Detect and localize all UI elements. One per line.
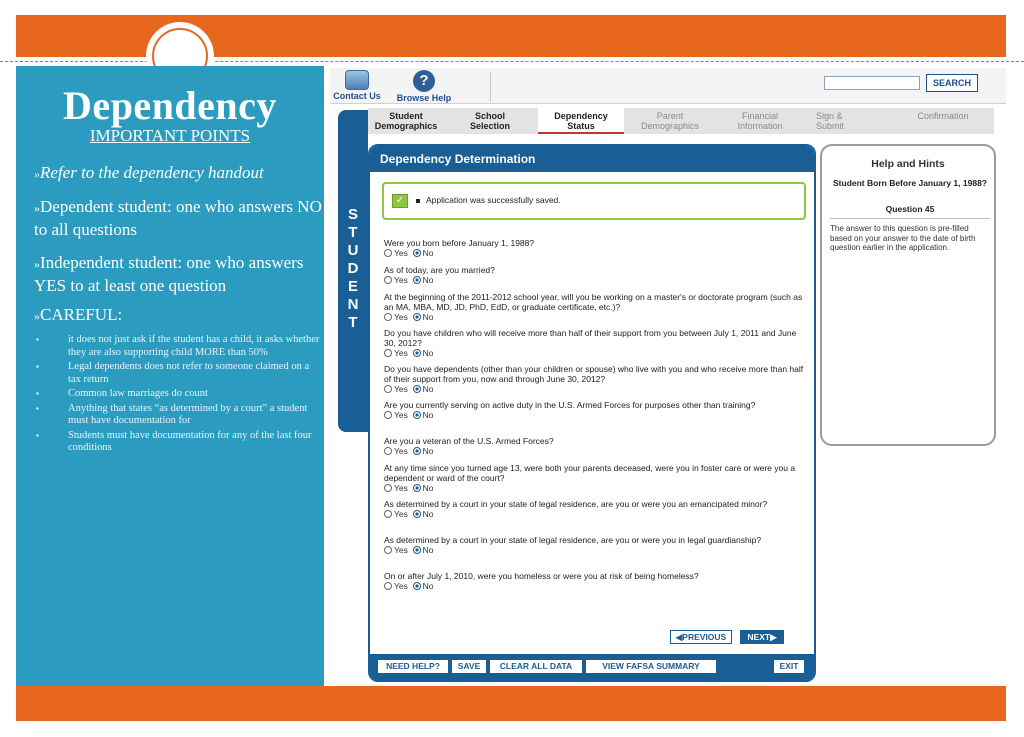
question-text: Are you a veteran of the U.S. Armed Forces? bbox=[384, 436, 554, 446]
tab-line: Status bbox=[567, 121, 595, 131]
question-legal-guardianship bbox=[384, 535, 804, 555]
question-dependents bbox=[384, 364, 804, 394]
question-text: Do you have dependents (other than your children or spouse) who live with you and who receive more than half of their support from you, now and through June 30, 2012? bbox=[384, 364, 804, 384]
bullet-mark: » bbox=[34, 167, 40, 181]
careful-list bbox=[36, 334, 322, 457]
no-radio[interactable] bbox=[413, 546, 421, 554]
bullet-text: Refer to the dependency handout bbox=[40, 163, 264, 182]
toolbar-divider bbox=[490, 72, 491, 102]
answer-row bbox=[384, 348, 804, 358]
question-text: As determined by a court in your state of legal residence, are you or were you an emancipated minor? bbox=[384, 499, 768, 509]
question-graduate-program bbox=[384, 292, 804, 322]
yes-radio[interactable] bbox=[384, 510, 392, 518]
help-title: Help and Hints bbox=[871, 158, 945, 170]
no-label: No bbox=[422, 248, 434, 258]
next-label: NEXT bbox=[747, 632, 771, 642]
no-label: No bbox=[422, 410, 434, 420]
question-text: As determined by a court in your state of legal residence, are you or were you in legal guardianship? bbox=[384, 535, 762, 545]
question-text: Are you currently serving on active duty in the U.S. Armed Forces for purposes other than training? bbox=[384, 400, 756, 410]
tab-financial-information[interactable] bbox=[720, 108, 800, 134]
no-radio[interactable] bbox=[413, 276, 421, 284]
answer-row bbox=[384, 312, 804, 322]
yes-label: Yes bbox=[394, 248, 408, 258]
yes-radio[interactable] bbox=[384, 349, 392, 357]
need-help-button[interactable]: NEED HELP? bbox=[378, 660, 448, 673]
yes-label: Yes bbox=[394, 509, 408, 519]
help-question-number: Question 45 bbox=[885, 204, 935, 214]
answer-row bbox=[384, 410, 804, 420]
no-label: No bbox=[422, 509, 434, 519]
careful-item: ▪ Anything that states “as determined by a court” a student must have documentation for bbox=[36, 403, 322, 428]
no-radio[interactable] bbox=[413, 411, 421, 419]
search-input[interactable] bbox=[824, 76, 920, 90]
no-radio[interactable] bbox=[413, 313, 421, 321]
yes-radio[interactable] bbox=[384, 546, 392, 554]
notes-panel bbox=[16, 66, 324, 686]
no-radio[interactable] bbox=[413, 385, 421, 393]
side-letter: D bbox=[347, 260, 359, 277]
student-side-tab bbox=[338, 110, 368, 432]
answer-row bbox=[384, 248, 804, 258]
tab-parent-demographics[interactable] bbox=[630, 108, 710, 134]
bullet-text: CAREFUL: bbox=[40, 305, 123, 324]
yes-label: Yes bbox=[394, 348, 408, 358]
side-letter: U bbox=[347, 242, 359, 259]
tab-dependency-status[interactable] bbox=[538, 108, 624, 134]
tab-line: Selection bbox=[469, 121, 510, 131]
question-emancipated-minor bbox=[384, 499, 804, 519]
no-label: No bbox=[422, 483, 434, 493]
yes-label: Yes bbox=[394, 446, 408, 456]
yes-label: Yes bbox=[394, 275, 408, 285]
side-letter: S bbox=[347, 206, 358, 223]
progress-tabs bbox=[368, 108, 994, 134]
bullet-text: Dependent student: one who answers NO to all questions bbox=[34, 197, 322, 239]
saved-notice bbox=[382, 182, 806, 220]
yes-radio[interactable] bbox=[384, 385, 392, 393]
question-text: On or after July 1, 2010, were you homeless or were you at risk of being homeless? bbox=[384, 571, 699, 581]
answer-row bbox=[384, 275, 804, 285]
tab-school-selection[interactable] bbox=[452, 108, 528, 134]
question-text: At any time since you turned age 13, were both your parents deceased, were you in foster care or were you a dependent or ward of the court? bbox=[384, 463, 796, 483]
checkmark-icon: ✓ bbox=[392, 194, 408, 208]
question-active-duty bbox=[384, 400, 804, 420]
search-button[interactable]: SEARCH bbox=[926, 74, 978, 92]
bullet-mark: » bbox=[34, 257, 40, 271]
no-label: No bbox=[422, 384, 434, 394]
question-homeless bbox=[384, 571, 804, 591]
exit-button[interactable]: EXIT bbox=[774, 660, 804, 673]
yes-radio[interactable] bbox=[384, 582, 392, 590]
tab-line: Information bbox=[737, 121, 783, 131]
form-footer bbox=[370, 654, 814, 680]
bullet-careful bbox=[34, 304, 324, 327]
bullet-mark: » bbox=[34, 309, 40, 323]
yes-label: Yes bbox=[394, 483, 408, 493]
save-button[interactable]: SAVE bbox=[452, 660, 486, 673]
careful-item: ▪ Legal dependents does not refer to someone claimed on a tax return bbox=[36, 361, 322, 386]
fafsa-screenshot bbox=[330, 68, 1006, 686]
next-button[interactable]: NEXT▶ bbox=[740, 630, 784, 644]
tab-line: Sign & bbox=[816, 111, 843, 121]
yes-label: Yes bbox=[394, 312, 408, 322]
tab-student-demographics[interactable] bbox=[368, 108, 444, 134]
help-question-icon: ? bbox=[413, 70, 435, 92]
careful-item: ▪ Common law marriages do count bbox=[36, 388, 322, 401]
no-label: No bbox=[422, 545, 434, 555]
contact-us-button[interactable] bbox=[332, 70, 382, 101]
help-body: The answer to this question is pre-filled based on your answer to the date of birth question earlier in the application. bbox=[830, 224, 976, 252]
no-radio[interactable] bbox=[413, 582, 421, 590]
no-radio[interactable] bbox=[413, 447, 421, 455]
browse-help-label: Browse Help bbox=[396, 93, 452, 103]
side-letter: N bbox=[347, 296, 359, 313]
bullet-dependent bbox=[34, 196, 324, 240]
answer-row bbox=[384, 581, 804, 591]
tab-line: School bbox=[474, 111, 505, 121]
no-label: No bbox=[422, 581, 434, 591]
square-bullet bbox=[416, 199, 420, 203]
question-children bbox=[384, 328, 804, 358]
bullet-mark: » bbox=[34, 201, 40, 215]
yes-radio[interactable] bbox=[384, 249, 392, 257]
yes-radio[interactable] bbox=[384, 313, 392, 321]
yes-label: Yes bbox=[394, 545, 408, 555]
previous-label: PREVIOUS bbox=[682, 632, 727, 642]
yes-radio[interactable] bbox=[384, 411, 392, 419]
question-veteran bbox=[384, 436, 804, 456]
tab-confirmation[interactable] bbox=[898, 108, 988, 134]
question-orphan-ward bbox=[384, 463, 804, 493]
yes-label: Yes bbox=[394, 410, 408, 420]
tab-line: Confirmation bbox=[917, 111, 969, 121]
tab-line: Demographics bbox=[374, 121, 438, 131]
question-married bbox=[384, 265, 804, 285]
no-radio[interactable] bbox=[413, 510, 421, 518]
bottom-accent-bar bbox=[16, 686, 1006, 721]
answer-row bbox=[384, 483, 804, 493]
question-born-before-1988 bbox=[384, 238, 804, 258]
help-and-hints-panel bbox=[820, 144, 996, 446]
yes-radio[interactable] bbox=[384, 276, 392, 284]
dependency-form bbox=[368, 144, 816, 682]
saved-message: Application was successfully saved. bbox=[426, 195, 561, 205]
question-text: At the beginning of the 2011-2012 school year, will you be working on a master's or doctorate program (such as an MA, MBA, MD, JD, PhD, EdD, or graduate certificate, etc.)? bbox=[384, 292, 803, 312]
browse-help-button[interactable] bbox=[388, 70, 460, 103]
bullet-handout bbox=[34, 162, 324, 185]
yes-label: Yes bbox=[394, 581, 408, 591]
tab-line: Financial bbox=[741, 111, 779, 121]
previous-button[interactable]: ◀PREVIOUS bbox=[670, 630, 732, 644]
slide-subtitle: IMPORTANT POINTS bbox=[89, 126, 251, 145]
yes-label: Yes bbox=[394, 384, 408, 394]
bullet-independent bbox=[34, 252, 324, 296]
tab-line: Demographics bbox=[640, 121, 700, 131]
help-topic: Student Born Before January 1, 1988? bbox=[833, 178, 987, 188]
answer-row bbox=[384, 509, 804, 519]
tab-line: Parent bbox=[656, 111, 684, 121]
side-letter: T bbox=[348, 224, 358, 241]
answer-row bbox=[384, 545, 804, 555]
no-radio[interactable] bbox=[413, 349, 421, 357]
clear-all-data-button[interactable]: CLEAR ALL DATA bbox=[490, 660, 582, 673]
no-label: No bbox=[422, 275, 434, 285]
no-label: No bbox=[422, 348, 434, 358]
side-letter: E bbox=[347, 278, 358, 295]
no-radio[interactable] bbox=[413, 484, 421, 492]
help-divider bbox=[830, 218, 990, 219]
fafsa-toolbar bbox=[330, 68, 1006, 104]
bullet-text: Independent student: one who answers YES to at least one question bbox=[34, 253, 304, 295]
no-radio[interactable] bbox=[413, 249, 421, 257]
yes-radio[interactable] bbox=[384, 447, 392, 455]
no-label: No bbox=[422, 312, 434, 322]
question-text: Do you have children who will receive more than half of their support from you between July 1, 2011 and June 30, 2012? bbox=[384, 328, 797, 348]
no-label: No bbox=[422, 446, 434, 456]
contact-us-label: Contact Us bbox=[333, 91, 381, 101]
answer-row bbox=[384, 384, 804, 394]
tab-sign-submit[interactable] bbox=[816, 108, 866, 134]
view-fafsa-summary-button[interactable]: VIEW FAFSA SUMMARY bbox=[586, 660, 716, 673]
contact-icon bbox=[345, 70, 369, 90]
answer-row bbox=[384, 446, 804, 456]
question-text: As of today, are you married? bbox=[384, 265, 495, 275]
tab-line: Dependency bbox=[554, 111, 608, 121]
form-heading: Dependency Determination bbox=[370, 146, 814, 172]
yes-radio[interactable] bbox=[384, 484, 392, 492]
tab-line: Submit bbox=[816, 121, 845, 131]
careful-item: ▪ it does not just ask if the student has a child, it asks whether they are also supporting child MORE than 50% bbox=[36, 334, 322, 359]
careful-item: ▪ Students must have documentation for any of the last four conditions bbox=[36, 430, 322, 455]
side-letter: T bbox=[348, 314, 358, 331]
slide-title: Dependency bbox=[63, 83, 277, 128]
question-text: Were you born before January 1, 1988? bbox=[384, 238, 535, 248]
tab-line: Student bbox=[389, 111, 423, 121]
